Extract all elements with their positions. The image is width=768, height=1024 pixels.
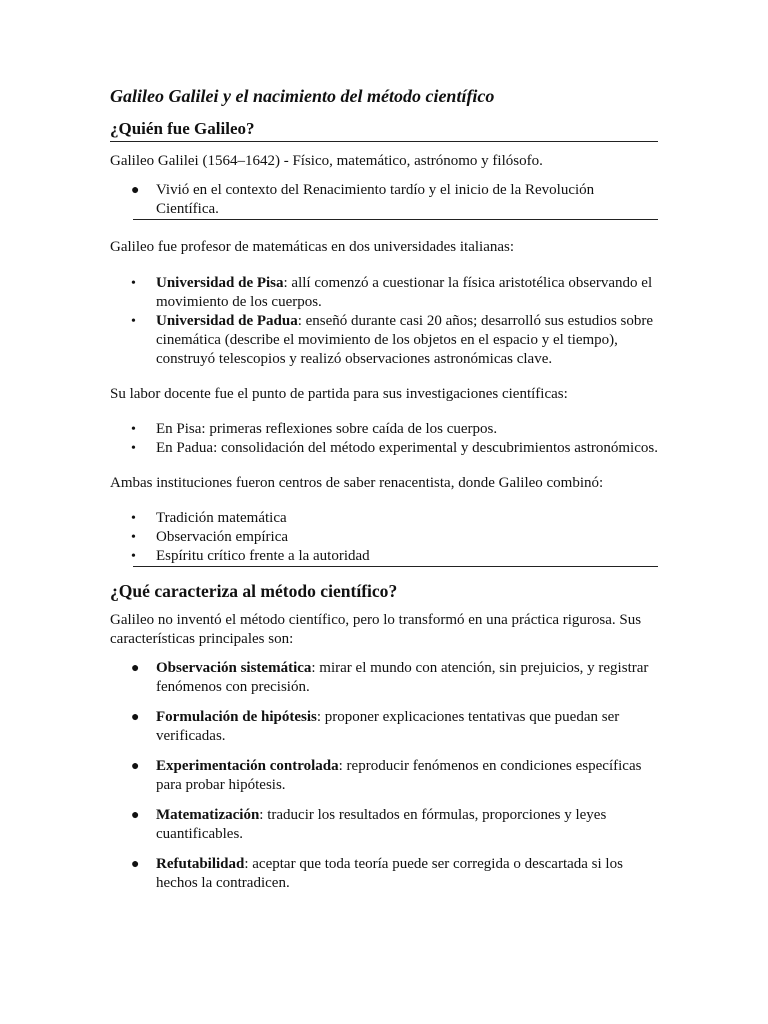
characteristic-description: : traducir los resultados en fórmulas, proporciones y leyes cuantificables.: [156, 807, 607, 842]
university-description: : allí comenzó a cuestionar la física aristotélica observando el movimiento de los cuerpos.: [156, 275, 653, 310]
university-name: Universidad de Pisa: [156, 275, 284, 291]
list-item: [110, 708, 658, 746]
university-name: Universidad de Padua: [156, 313, 298, 329]
list-item-text: Observación empírica: [156, 529, 289, 545]
document-title: Galileo Galilei y el nacimiento del método científico: [110, 86, 495, 106]
list-item: [110, 757, 658, 795]
section-divider: [133, 566, 658, 567]
section-heading-who: ¿Quién fue Galileo?: [110, 118, 658, 142]
bullet-icon: ●: [131, 808, 140, 823]
universities-list: [110, 274, 658, 369]
characteristic-description: : mirar el mundo con atención, sin prejuicios, y registrar fenómenos con precisión.: [156, 660, 649, 695]
list-item: [110, 659, 658, 697]
intro-paragraph: Galileo Galilei (1564–1642) - Físico, matemático, astrónomo y filósofo.: [110, 153, 543, 169]
list-item: [110, 509, 658, 528]
section-heading-method: ¿Qué caracteriza al método científico?: [110, 581, 398, 601]
bullet-icon: •: [131, 511, 136, 526]
list-item-text: Espíritu crítico frente a la autoridad: [156, 548, 370, 564]
university-description: : enseñó durante casi 20 años; desarrolló sus estudios sobre cinemática (describe el movimiento de los objetos en el espacio y el tiempo), construyó telescopios y realizó observaciones astronómicas clave.: [156, 313, 654, 367]
list-item: [110, 274, 658, 312]
list-item: [110, 855, 658, 893]
bullet-icon: •: [131, 441, 136, 456]
characteristic-name: Refutabilidad: [156, 856, 245, 872]
characteristic-description: : reproducir fenómenos en condiciones específicas para probar hipótesis.: [156, 758, 642, 793]
characteristic-name: Observación sistemática: [156, 660, 312, 676]
bullet-icon: ●: [131, 183, 140, 198]
list-item: [110, 439, 658, 458]
bullet-icon: •: [131, 530, 136, 545]
combined-list: [110, 509, 658, 566]
characteristic-description: : proponer explicaciones tentativas que puedan ser verificadas.: [156, 709, 620, 744]
bullet-icon: ●: [131, 661, 140, 676]
list-item-text: En Pisa: primeras reflexiones sobre caída de los cuerpos.: [156, 421, 498, 437]
bullet-icon: •: [131, 276, 136, 291]
list-item: [110, 547, 658, 566]
characteristic-name: Experimentación controlada: [156, 758, 339, 774]
universities-intro: Galileo fue profesor de matemáticas en dos universidades italianas:: [110, 239, 515, 255]
list-item: [110, 420, 658, 439]
list-item: [110, 312, 658, 369]
characteristic-name: Formulación de hipótesis: [156, 709, 317, 725]
characteristic-description: : aceptar que toda teoría puede ser corregida o descartada si los hechos la contradicen.: [156, 856, 623, 891]
characteristic-name: Matematización: [156, 807, 260, 823]
bullet-icon: ●: [131, 710, 140, 725]
bullet-icon: •: [131, 314, 136, 329]
list-item: [110, 181, 658, 219]
institutions-intro: Ambas instituciones fueron centros de saber renacentista, donde Galileo combinó:: [110, 475, 604, 491]
bullet-icon: ●: [131, 759, 140, 774]
characteristics-list: [110, 659, 658, 893]
document-body: [110, 84, 658, 893]
method-intro: Galileo no inventó el método científico, pero lo transformó en una práctica rigurosa. Sus características principales son:: [110, 612, 642, 647]
list-item: [110, 528, 658, 547]
list-item-text: En Padua: consolidación del método experimental y descubrimientos astronómicos.: [156, 440, 658, 456]
list-item-text: Vivió en el contexto del Renacimiento tardío y el inicio de la Revolución Científica.: [156, 182, 595, 217]
section-divider: [133, 219, 658, 220]
context-list: [110, 181, 658, 219]
labor-intro: Su labor docente fue el punto de partida para sus investigaciones científicas:: [110, 386, 568, 402]
bullet-icon: •: [131, 549, 136, 564]
list-item: [110, 806, 658, 844]
labor-list: [110, 420, 658, 458]
bullet-icon: •: [131, 422, 136, 437]
bullet-icon: ●: [131, 857, 140, 872]
list-item-text: Tradición matemática: [156, 510, 287, 526]
